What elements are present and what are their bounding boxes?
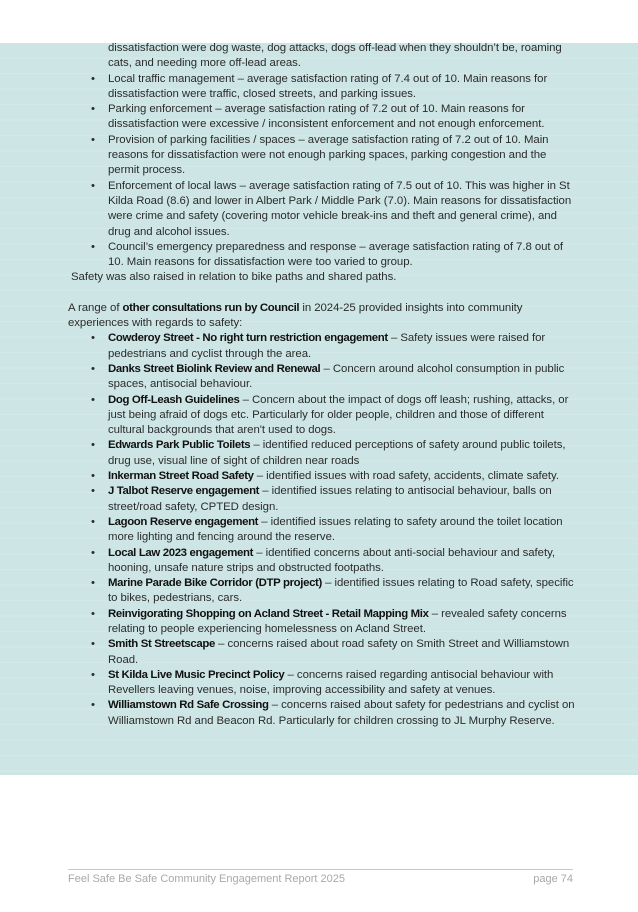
list-continuation: dissatisfaction were dog waste, dog attacks, dogs off-lead when they shouldn’t be, roaming cats, and needing more off-lead areas. (108, 42, 562, 70)
item-title: Danks Street Biolink Review and Renewal (108, 362, 321, 375)
list-item: • Williamstown Rd Safe Crossing – concerns raised about safety for pedestrians and cyclist on Williamstown Rd and Beacon Rd. Particularly for children crossing to JL Murphy Reserve. (0, 698, 638, 729)
bullet-icon: • (91, 546, 95, 559)
list-item: • J Talbot Reserve engagement – identified issues relating to antisocial behaviour, balls on street/road safety, CPTED design. (0, 484, 638, 515)
bullet-icon: • (91, 103, 95, 116)
list-item: • Enforcement of local laws – average satisfaction rating of 7.5 out of 10. This was higher in St Kilda Road (8.6) and lower in Albert Park / Middle Park (7.0). Main reasons for dissatisfaction were crime and safety (covering motor vehicle break-ins and theft and general crime), and drug and alcohol issues. (0, 179, 638, 240)
item-title: St Kilda Live Music Precinct Policy (108, 668, 285, 681)
footer-page-number: page 74 (533, 873, 573, 885)
list-item: • Dog Off-Leash Guidelines – Concern about the impact of dogs off leash; rushing, attacks, or just being afraid of dogs etc. Particularly for older people, children and those of different cultural backgrounds that aren't used to dogs. (0, 393, 638, 439)
bullet-icon: • (91, 439, 95, 452)
item-title: Marine Parade Bike Corridor (DTP project) (108, 577, 322, 590)
bullet-icon: • (91, 699, 95, 712)
bullet-icon: • (91, 577, 95, 590)
bullet-icon: • (91, 515, 95, 528)
bullet-icon: • (91, 485, 95, 498)
satisfaction-list (0, 72, 638, 271)
bullet-icon: • (91, 72, 95, 85)
list-item: • Council’s emergency preparedness and response – average satisfaction rating of 7.8 out of 10. Main reasons for dissatisfaction were too varied to group. (0, 240, 638, 271)
bullet-icon: • (91, 179, 95, 192)
item-title: Edwards Park Public Toilets (108, 439, 251, 452)
list-item: • Inkerman Street Road Safety – identified issues with road safety, accidents, climate safety. (0, 469, 638, 484)
list-item: • Reinvigorating Shopping on Acland Street - Retail Mapping Mix – revealed safety concerns relating to people experiencing homelessness on Acland Street. (0, 607, 638, 638)
bullet-icon: • (91, 607, 95, 620)
bullet-icon: • (91, 393, 95, 406)
footer-report-title: Feel Safe Be Safe Community Engagement Report 2025 (68, 873, 345, 885)
list-item: • Danks Street Biolink Review and Renewal – Concern around alcohol consumption in public spaces, antisocial behaviour. (0, 362, 638, 393)
list-item: • Local traffic management – average satisfaction rating of 7.4 out of 10. Main reasons for dissatisfaction were traffic, closed streets, and parking issues. (0, 72, 638, 103)
item-title: Williamstown Rd Safe Crossing (108, 699, 269, 712)
consultations-list (0, 331, 638, 729)
footer-divider (68, 869, 573, 870)
bullet-icon: • (91, 638, 95, 651)
list-item: • Parking enforcement – average satisfaction rating of 7.2 out of 10. Main reasons for dissatisfaction were excessive / inconsistent enforcement and not enough enforcement. (0, 102, 638, 133)
list-item: • Smith St Streetscape – concerns raised about road safety on Smith Street and Williamstown Road. (0, 637, 638, 668)
list-item: • Provision of parking facilities / spaces – average satisfaction rating of 7.2 out of 10. Main reasons for dissatisfaction were not enough parking spaces, parking congestion and the permit process. (0, 133, 638, 179)
bullet-icon: • (91, 332, 95, 345)
list-item: • Cowderoy Street - No right turn restriction engagement – Safety issues were raised for pedestrians and cyclist through the area. (0, 331, 638, 362)
bullet-icon: • (91, 362, 95, 375)
list-item: • Marine Parade Bike Corridor (DTP project) – identified issues relating to Road safety, specific to bikes, pedestrians, cars. (0, 576, 638, 607)
bullet-icon: • (91, 470, 95, 483)
list-item: • Lagoon Reserve engagement – identified issues relating to safety around the toilet location more lighting and fencing around the reserve. (0, 515, 638, 546)
item-title: Smith St Streetscape (108, 638, 215, 651)
consultations-intro: A range of other consultations run by Council in 2024-25 provided insights into community experiences with regards to safety: (68, 301, 523, 330)
item-title: Reinvigorating Shopping on Acland Street - Retail Mapping Mix (108, 607, 429, 620)
item-title: Dog Off-Leash Guidelines (108, 393, 240, 406)
list-item: • Local Law 2023 engagement – identified concerns about anti-social behaviour and safety, hooning, unsafe nature strips and obstructed footpaths. (0, 546, 638, 577)
item-title: Lagoon Reserve engagement (108, 515, 259, 528)
item-title: J Talbot Reserve engagement (108, 485, 260, 498)
bullet-icon: • (91, 668, 95, 681)
bullet-icon: • (91, 240, 95, 253)
item-title: Inkerman Street Road Safety (108, 470, 254, 483)
page-content (0, 41, 638, 729)
item-title: Local Law 2023 engagement (108, 546, 254, 559)
list-item: • St Kilda Live Music Precinct Policy – concerns raised regarding antisocial behaviour with Revellers leaving venues, noise, improving accessibility and safety at venues. (0, 668, 638, 699)
item-title: Cowderoy Street - No right turn restriction engagement (108, 332, 388, 345)
list-item: • Edwards Park Public Toilets – identified reduced perceptions of safety around public toilets, drug use, visual line of sight of children near roads (0, 438, 638, 469)
bullet-icon: • (91, 133, 95, 146)
closing-sentence: Safety was also raised in relation to bike paths and shared paths. (71, 271, 397, 284)
